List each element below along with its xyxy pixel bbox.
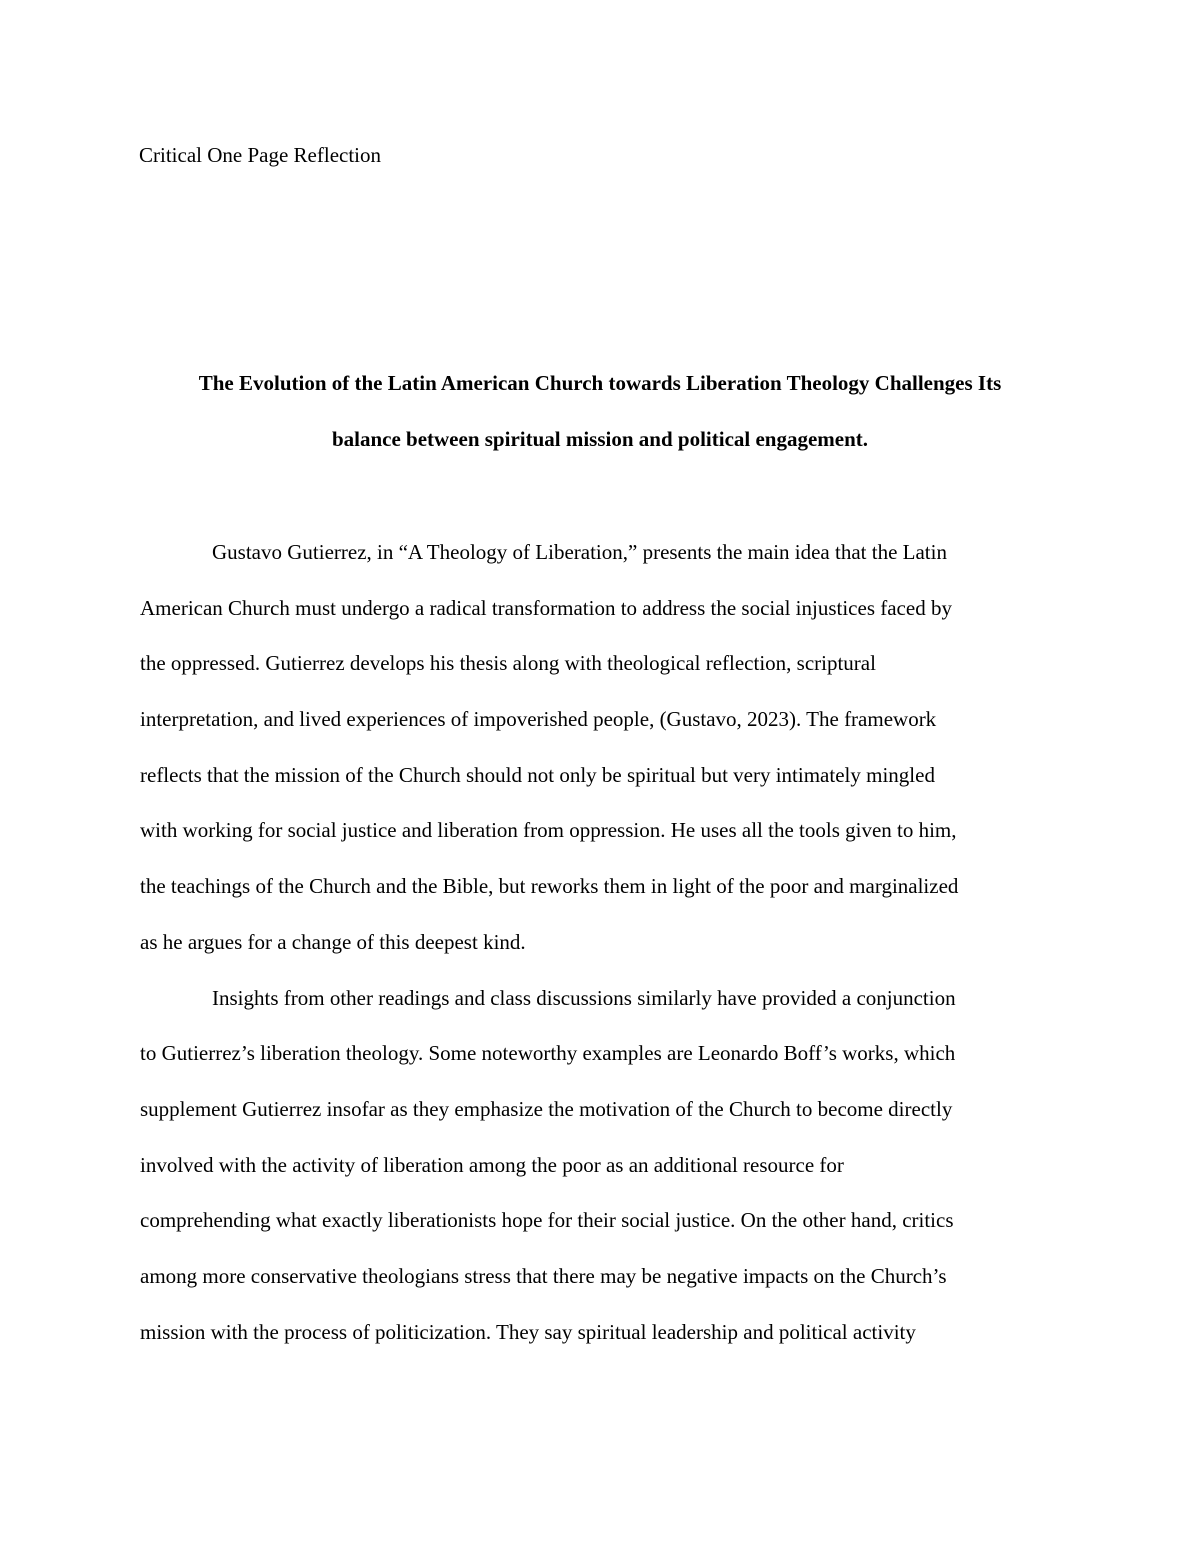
paragraph-2-line: to Gutierrez’s liberation theology. Some noteworthy examples are Leonardo Boff’s works, which [140,1041,956,1066]
paragraph-1-line: reflects that the mission of the Church should not only be spiritual but very intimately mingled [140,762,935,787]
paragraph-1-line: American Church must undergo a radical transformation to address the social injustices faced by [140,595,952,620]
paragraph-2-line: involved with the activity of liberation among the poor as an additional resource for [140,1152,844,1177]
paragraph-2 [140,978,1070,1368]
paragraph-1-line: as he argues for a change of this deepest kind. [140,929,526,954]
paragraph-1-line: the teachings of the Church and the Bible, but reworks them in light of the poor and marginalized [140,874,959,899]
paragraph-2-line: Insights from other readings and class discussions similarly have provided a conjunction [212,985,956,1010]
document-body [140,532,1070,1367]
paragraph-2-line: comprehending what exactly liberationists hope for their social justice. On the other hand, critics [140,1208,954,1233]
paragraph-2-line: supplement Gutierrez insofar as they emphasize the motivation of the Church to become directly [140,1096,953,1121]
title-line-2: balance between spiritual mission and political engagement. [331,427,869,451]
paragraph-2-line: among more conservative theologians stress that there may be negative impacts on the Church’s [140,1263,947,1288]
paragraph-1-line: with working for social justice and liberation from oppression. He uses all the tools given to him, [140,818,957,843]
paragraph-1-line: Gustavo Gutierrez, in “A Theology of Liberation,” presents the main idea that the Latin [212,540,947,564]
document-header: Critical One Page Reflection [139,143,382,167]
paragraph-1-line: interpretation, and lived experiences of impoverished people, (Gustavo, 2023). The framework [140,707,937,732]
paragraph-2-line: mission with the process of politicization. They say spiritual leadership and political activity [140,1319,916,1344]
paragraph-1 [140,532,1070,978]
document-title [140,362,1060,474]
title-line-1: The Evolution of the Latin American Church towards Liberation Theology Challenges Its [198,371,1002,395]
paragraph-1-line: the oppressed. Gutierrez develops his thesis along with theological reflection, scriptural [140,651,876,676]
